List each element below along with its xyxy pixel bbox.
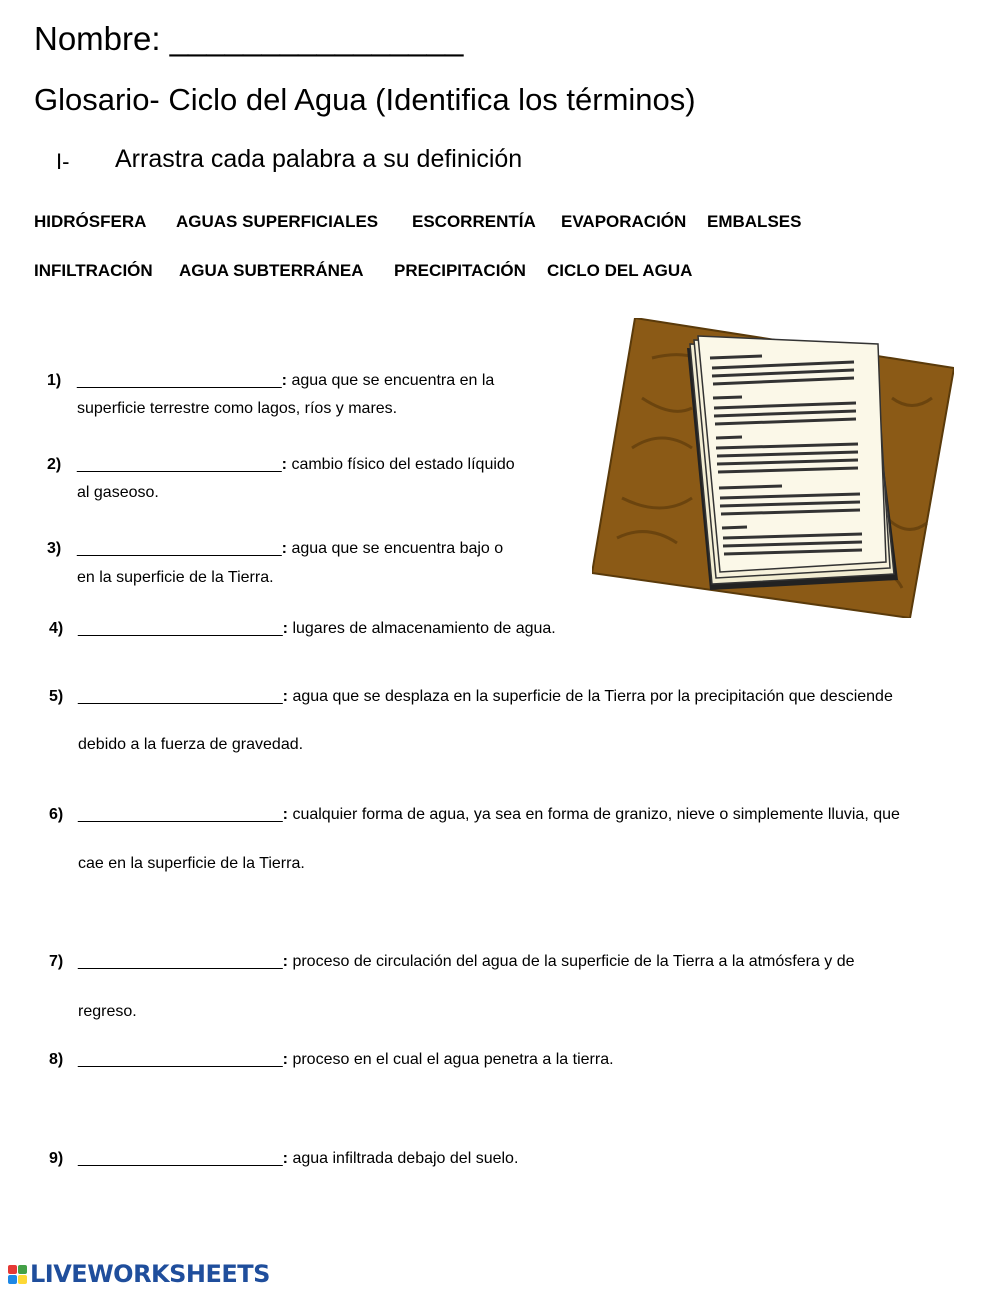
definition-line [78, 1051, 614, 1069]
definition-line [77, 456, 515, 474]
definition-line [78, 806, 900, 824]
item-number: 5) [49, 688, 64, 705]
answer-blank[interactable]: _______________________ [77, 456, 282, 473]
answer-blank[interactable]: _______________________ [78, 620, 283, 637]
word-bank-item[interactable]: AGUA SUBTERRÁNEA [179, 261, 364, 280]
colon: : [281, 456, 287, 473]
word-bank-item[interactable]: EVAPORACIÓN [561, 212, 687, 231]
definition-text: agua que se encuentra bajo o [287, 540, 504, 557]
answer-blank[interactable]: _______________________ [78, 806, 283, 823]
definition-line [77, 372, 494, 390]
definition-line-2: regreso. [78, 1003, 137, 1020]
word-bank-item[interactable]: AGUAS SUPERFICIALES [176, 212, 379, 231]
definition-text: proceso de circulación del agua de la superficie de la Tierra a la atmósfera y de [288, 953, 855, 970]
definition-line-2: en la superficie de la Tierra. [77, 569, 274, 586]
documents-on-desk-illustration [592, 318, 954, 618]
definition-text: proceso en el cual el agua penetra a la tierra. [288, 1051, 614, 1068]
item-number: 7) [49, 953, 64, 970]
definition-line-2: debido a la fuerza de gravedad. [78, 736, 304, 753]
colon: : [282, 1150, 288, 1167]
item-number: 4) [49, 620, 64, 637]
definition-text: agua infiltrada debajo del suelo. [288, 1150, 519, 1167]
definition-text: agua que se desplaza en la superficie de la Tierra por la precipitación que desciende [288, 688, 893, 705]
answer-blank[interactable]: _______________________ [78, 953, 283, 970]
word-bank-item[interactable]: INFILTRACIÓN [34, 261, 153, 280]
answer-blank[interactable]: _______________________ [78, 1051, 283, 1068]
item-number: 3) [47, 540, 62, 557]
item-number: 1) [47, 372, 62, 389]
answer-blank[interactable]: _______________________ [77, 372, 282, 389]
instruction-number: I- [56, 149, 70, 174]
colon: : [281, 540, 287, 557]
page-title: Glosario- Ciclo del Agua (Identifica los términos) [34, 82, 696, 117]
colon: : [282, 688, 288, 705]
colon: : [282, 806, 288, 823]
word-bank-item[interactable]: PRECIPITACIÓN [394, 261, 526, 280]
definition-text: cualquier forma de agua, ya sea en forma de granizo, nieve o simplemente lluvia, que [288, 806, 900, 823]
nombre-field[interactable]: Nombre: ________________ [34, 20, 464, 57]
definition-line-2: superficie terrestre como lagos, ríos y mares. [77, 400, 398, 417]
item-number: 2) [47, 456, 62, 473]
colon: : [282, 620, 288, 637]
definition-line [78, 953, 855, 971]
colon: : [281, 372, 287, 389]
definition-line-2: al gaseoso. [77, 484, 159, 501]
definition-text: cambio físico del estado líquido [287, 456, 515, 473]
colon: : [282, 953, 288, 970]
word-bank-item[interactable]: CICLO DEL AGUA [547, 261, 693, 280]
definition-line [78, 620, 556, 638]
colon: : [282, 1051, 288, 1068]
item-number: 8) [49, 1051, 64, 1068]
instruction-text: Arrastra cada palabra a su definición [115, 145, 523, 173]
word-bank-item[interactable]: HIDRÓSFERA [34, 212, 147, 231]
word-bank-item[interactable]: EMBALSES [707, 212, 802, 231]
definition-line [78, 688, 893, 706]
definition-line [77, 540, 503, 558]
definition-text: agua que se encuentra en la [287, 372, 495, 389]
word-bank-item[interactable]: ESCORRENTÍA [412, 212, 536, 231]
answer-blank[interactable]: _______________________ [78, 1150, 283, 1167]
logo-text: LIVEWORKSHEETS [30, 1260, 270, 1288]
answer-blank[interactable]: _______________________ [77, 540, 282, 557]
definition-text: lugares de almacenamiento de agua. [288, 620, 556, 637]
answer-blank[interactable]: _______________________ [78, 688, 283, 705]
item-number: 9) [49, 1150, 64, 1167]
liveworksheets-logo-icon [8, 1265, 27, 1284]
definition-line [78, 1150, 518, 1168]
liveworksheets-logo[interactable] [8, 1260, 270, 1288]
item-number: 6) [49, 806, 64, 823]
definition-line-2: cae en la superficie de la Tierra. [78, 855, 305, 872]
